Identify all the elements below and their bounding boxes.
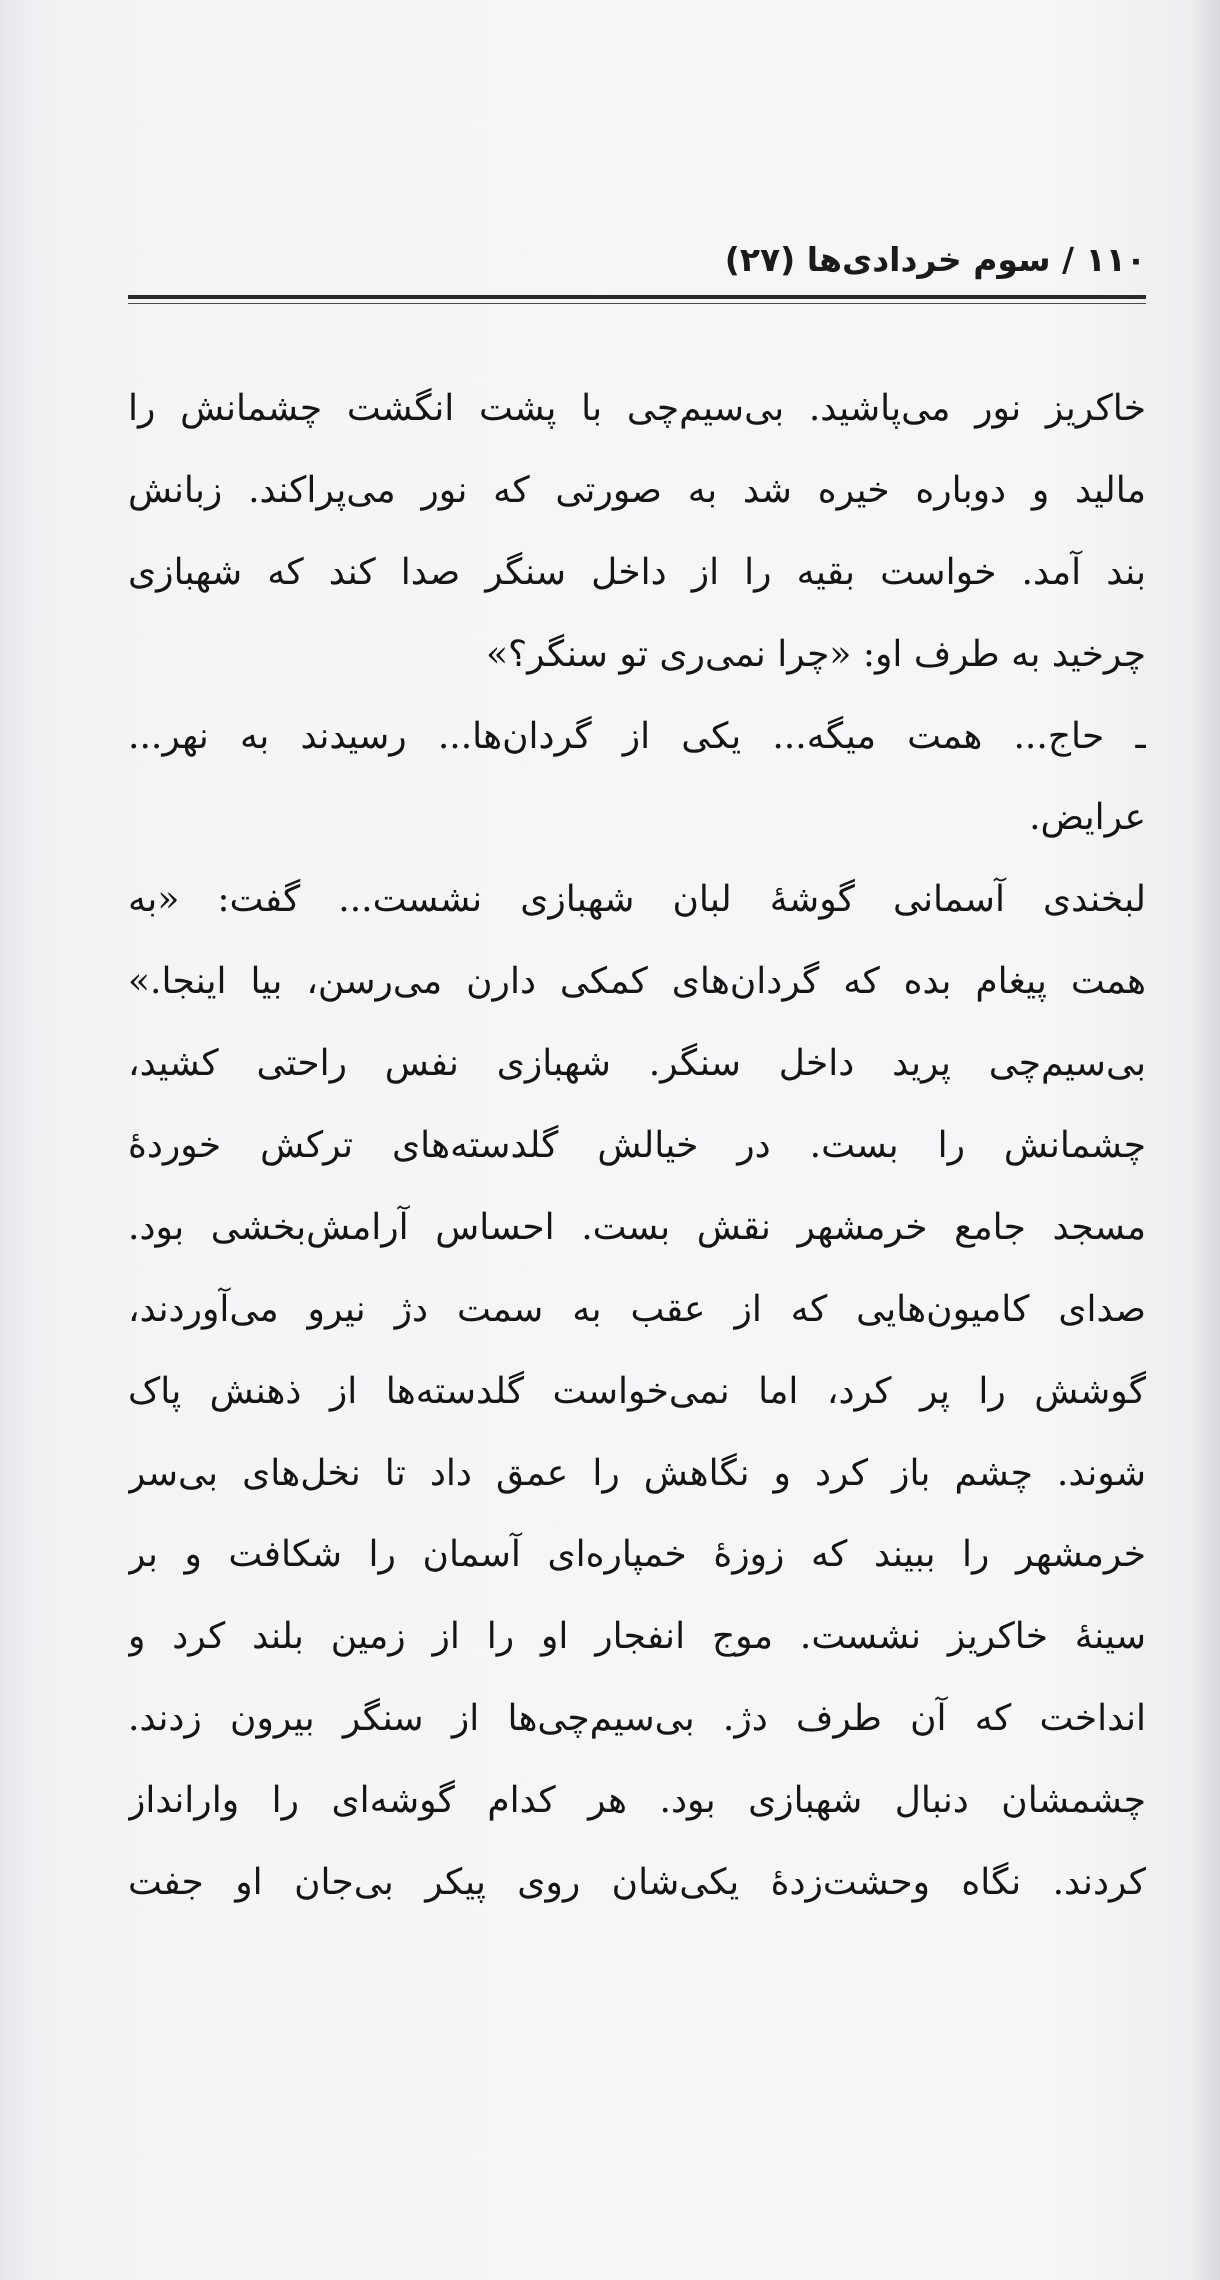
text-line: لبخندی آسمانی گوشهٔ لبان شهبازی نشست... گفت: «به bbox=[128, 879, 1146, 921]
running-header: ۱۱۰ / سوم خردادی‌ها (۲۷) bbox=[724, 240, 1146, 279]
text-line: شوند. چشم باز کرد و نگاهش را عمق داد تا نخل‌های بی‌سر bbox=[128, 1452, 1146, 1494]
text-line: چرخید به طرف او: «چرا نمی‌ری تو سنگر؟» bbox=[486, 633, 1146, 675]
text-line: کردند. نگاه وحشت‌زدهٔ یکی‌شان روی پیکر بی‌جان او جفت bbox=[128, 1862, 1146, 1904]
text-line: مالید و دوباره خیره شد به صورتی که نور می‌پراکند. زبانش bbox=[128, 469, 1146, 511]
text-line: ـ حاج... همت میگه... یکی از گردان‌ها... رسیدند به نهر... bbox=[128, 715, 1146, 757]
text-line: خاکریز نور می‌پاشید. بی‌سیم‌چی با پشت انگشت چشمانش را bbox=[128, 388, 1146, 429]
text-line: انداخت که آن طرف دژ. بی‌سیم‌چی‌ها از سنگر بیرون زدند. bbox=[128, 1698, 1146, 1740]
text-line: خرمشهر را ببیند که زوزهٔ خمپاره‌ای آسمان را شکافت و بر bbox=[128, 1534, 1146, 1576]
text-line: بی‌سیم‌چی پرید داخل سنگر. شهبازی نفس راحتی کشید، bbox=[128, 1043, 1146, 1085]
text-line: سینهٔ خاکریز نشست. موج انفجار او را از زمین بلند کرد و bbox=[128, 1616, 1146, 1658]
text-line: چشمشان دنبال شهبازی بود. هر کدام گوشه‌ای را وارانداز bbox=[128, 1780, 1146, 1822]
text-line: گوشش را پر کرد، اما نمی‌خواست گلدسته‌ها از ذهنش پاک bbox=[128, 1370, 1146, 1412]
text-line: چشمانش را بست. در خیالش گلدسته‌های ترکش خوردهٔ bbox=[128, 1125, 1146, 1167]
header-rule-thick bbox=[128, 295, 1146, 299]
text-line: بند آمد. خواست بقیه را از داخل سنگر صدا کند که شهبازی bbox=[128, 551, 1146, 593]
text-line: صدای کامیون‌هایی که از عقب به سمت دژ نیرو می‌آوردند، bbox=[128, 1288, 1146, 1330]
text-line: همت پیغام بده که گردان‌های کمکی دارن می‌رسن، بیا اینجا.» bbox=[128, 961, 1146, 1003]
body-text bbox=[128, 368, 1146, 1924]
text-line: عرایض. bbox=[1029, 797, 1146, 839]
header-rule-thin bbox=[128, 303, 1146, 304]
text-line: مسجد جامع خرمشهر نقش بست. احساس آرامش‌بخشی بود. bbox=[128, 1206, 1146, 1248]
